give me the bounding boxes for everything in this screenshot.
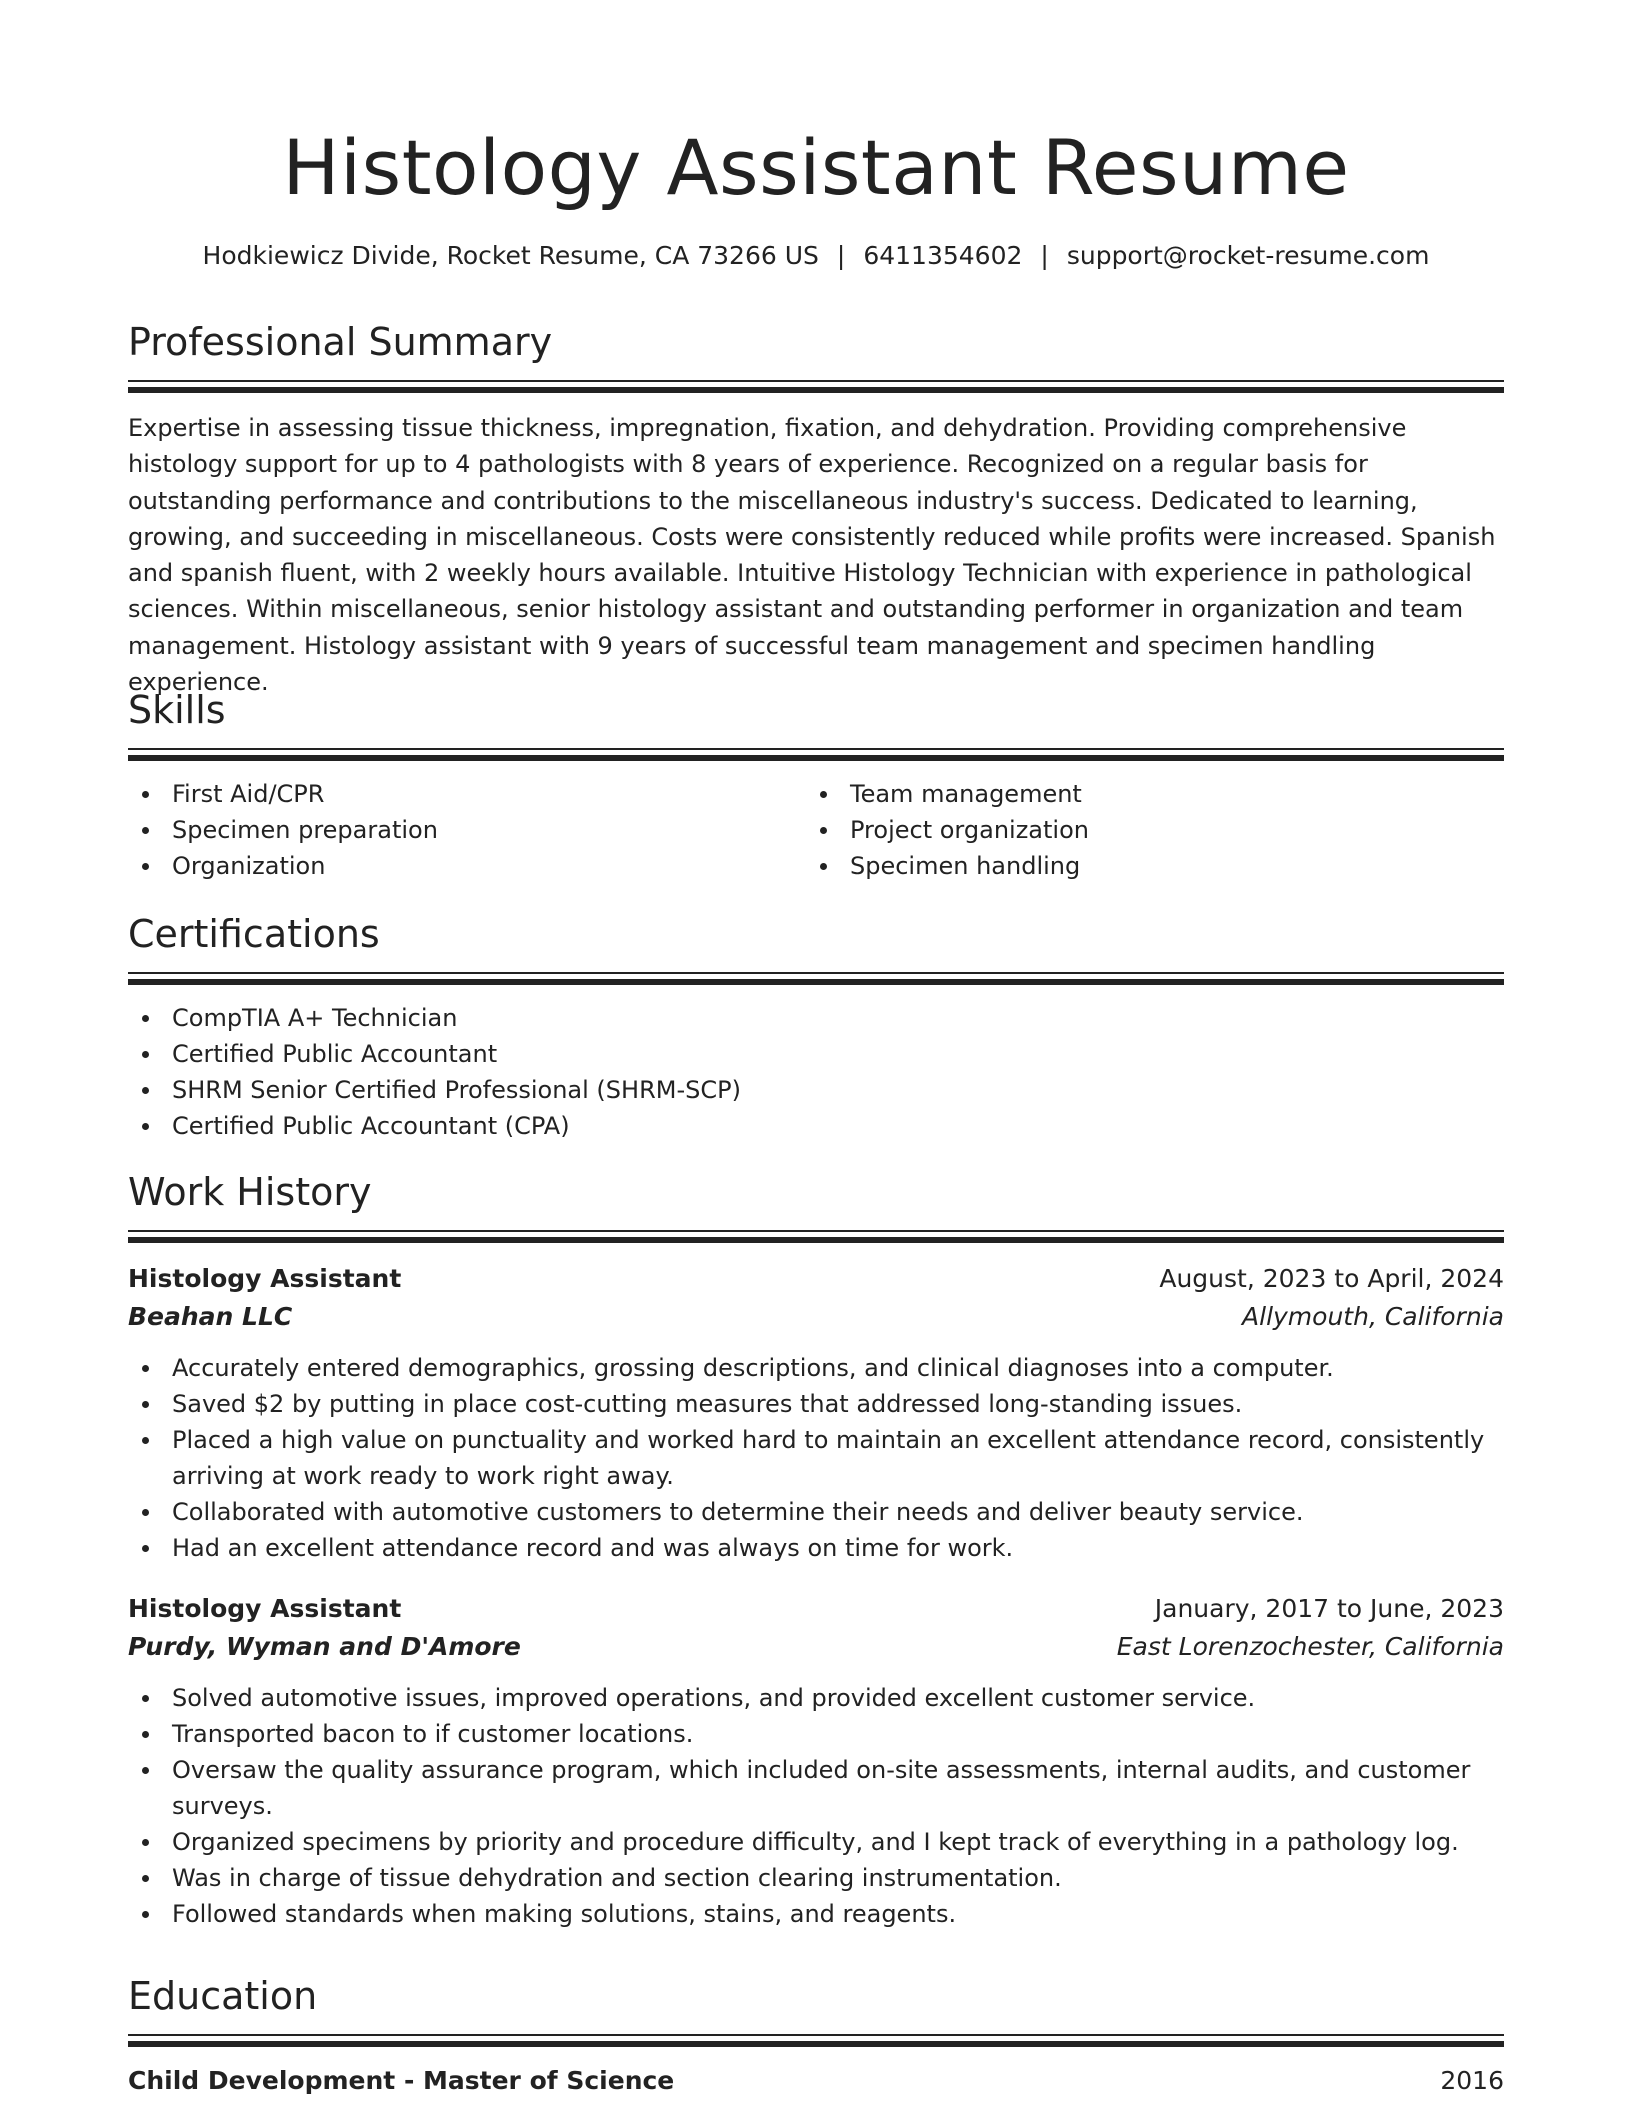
section-divider: [128, 380, 1504, 394]
summary-section: [128, 316, 1504, 700]
job-location: Allymouth, California: [1242, 1302, 1504, 1331]
job-bullet: Placed a high value on punctuality and worked hard to maintain an excellent attendance record, consistently arriving at work ready to work right away.: [128, 1422, 1504, 1494]
contact-separator: |: [836, 241, 846, 270]
job-bullet: Organized specimens by priority and procedure difficulty, and I kept track of everything in a pathology log.: [128, 1824, 1504, 1860]
skills-list-left: [128, 776, 806, 884]
job-subheader: [128, 1298, 1504, 1336]
job-bullet: Collaborated with automotive customers to determine their needs and deliver beauty service.: [128, 1494, 1504, 1530]
certification-item: Certified Public Accountant: [128, 1036, 1504, 1072]
job-bullets: [128, 1350, 1504, 1566]
job-bullet: Oversaw the quality assurance program, which included on-site assessments, internal audits, and customer surveys.: [128, 1752, 1504, 1824]
section-divider: [128, 1230, 1504, 1244]
page-title: Histology Assistant Resume: [282, 123, 1350, 212]
job-header: [128, 1260, 1504, 1298]
job-bullet: Accurately entered demographics, grossing descriptions, and clinical diagnoses into a computer.: [128, 1350, 1504, 1386]
skills-list-right: [806, 776, 1484, 884]
job-bullet: Solved automotive issues, improved operations, and provided excellent customer service.: [128, 1680, 1504, 1716]
job-dates: August, 2023 to April, 2024: [1159, 1264, 1504, 1293]
job-subheader: [128, 1628, 1504, 1666]
contact-line: [128, 238, 1504, 274]
summary-heading: Professional Summary: [128, 320, 553, 364]
certification-item: CompTIA A+ Technician: [128, 1000, 1504, 1036]
job-bullets: [128, 1680, 1504, 1932]
skill-item: Team management: [806, 776, 1484, 812]
contact-email: support@rocket-resume.com: [1066, 241, 1430, 270]
skill-item: Organization: [128, 848, 806, 884]
education-year: 2016: [1440, 2066, 1504, 2095]
section-divider: [128, 972, 1504, 986]
certification-item: SHRM Senior Certified Professional (SHRM-SCP): [128, 1072, 1504, 1108]
certifications-heading: Certifications: [128, 912, 380, 956]
education-heading: Education: [128, 1974, 318, 2018]
job-bullet: Saved $2 by putting in place cost-cutting measures that addressed long-standing issues.: [128, 1386, 1504, 1422]
skill-item: Project organization: [806, 812, 1484, 848]
job-entry: [128, 1590, 1504, 1932]
education-entry: [128, 2062, 1504, 2100]
certifications-section: [128, 908, 1504, 1144]
job-bullet: Transported bacon to if customer locations.: [128, 1716, 1504, 1752]
job-header: [128, 1590, 1504, 1628]
education-degree: Child Development - Master of Science: [128, 2066, 675, 2095]
work-history-section: [128, 1166, 1504, 1932]
job-dates: January, 2017 to June, 2023: [1154, 1594, 1504, 1623]
job-bullet: Followed standards when making solutions, stains, and reagents.: [128, 1896, 1504, 1932]
job-company: Beahan LLC: [128, 1302, 293, 1331]
section-divider: [128, 2034, 1504, 2048]
summary-text: Expertise in assessing tissue thickness, impregnation, fixation, and dehydration. Providing comprehensive histology support for up to 4 pathologists with 8 years of experience. Recognized on a regular basis for outstanding performance and contributions to the miscellaneous industry's success. Dedicated to learning, growing, and succeeding in miscellaneous. Costs were consistently reduced while profits were increased. Spanish and spanish fluent, with 2 weekly hours available. Intuitive Histology Technician with experience in pathological sciences. Within miscellaneous, senior histology assistant and outstanding performer in organization and team management. Histology assistant with 9 years of successful team management and specimen handling experience.: [128, 414, 1496, 697]
job-bullet: Was in charge of tissue dehydration and section clearing instrumentation.: [128, 1860, 1504, 1896]
skill-item: First Aid/CPR: [128, 776, 806, 812]
job-company: Purdy, Wyman and D'Amore: [128, 1632, 521, 1661]
job-bullet: Had an excellent attendance record and was always on time for work.: [128, 1530, 1504, 1566]
skills-columns: [128, 776, 1504, 884]
certification-item: Certified Public Accountant (CPA): [128, 1108, 1504, 1144]
certifications-list: [128, 1000, 1504, 1144]
education-section: [128, 1970, 1504, 2100]
skill-item: Specimen handling: [806, 848, 1484, 884]
skill-item: Specimen preparation: [128, 812, 806, 848]
contact-phone: 6411354602: [863, 241, 1023, 270]
job-location: East Lorenzochester, California: [1116, 1632, 1504, 1661]
job-entry: [128, 1260, 1504, 1566]
job-title: Histology Assistant: [128, 1264, 402, 1293]
work-history-heading: Work History: [128, 1170, 372, 1214]
section-divider: [128, 748, 1504, 762]
skills-section: [128, 684, 1504, 884]
skills-heading: Skills: [128, 688, 226, 732]
contact-address: Hodkiewicz Divide, Rocket Resume, CA 73266 US: [202, 241, 819, 270]
contact-separator: |: [1040, 241, 1049, 270]
job-title: Histology Assistant: [128, 1594, 402, 1623]
